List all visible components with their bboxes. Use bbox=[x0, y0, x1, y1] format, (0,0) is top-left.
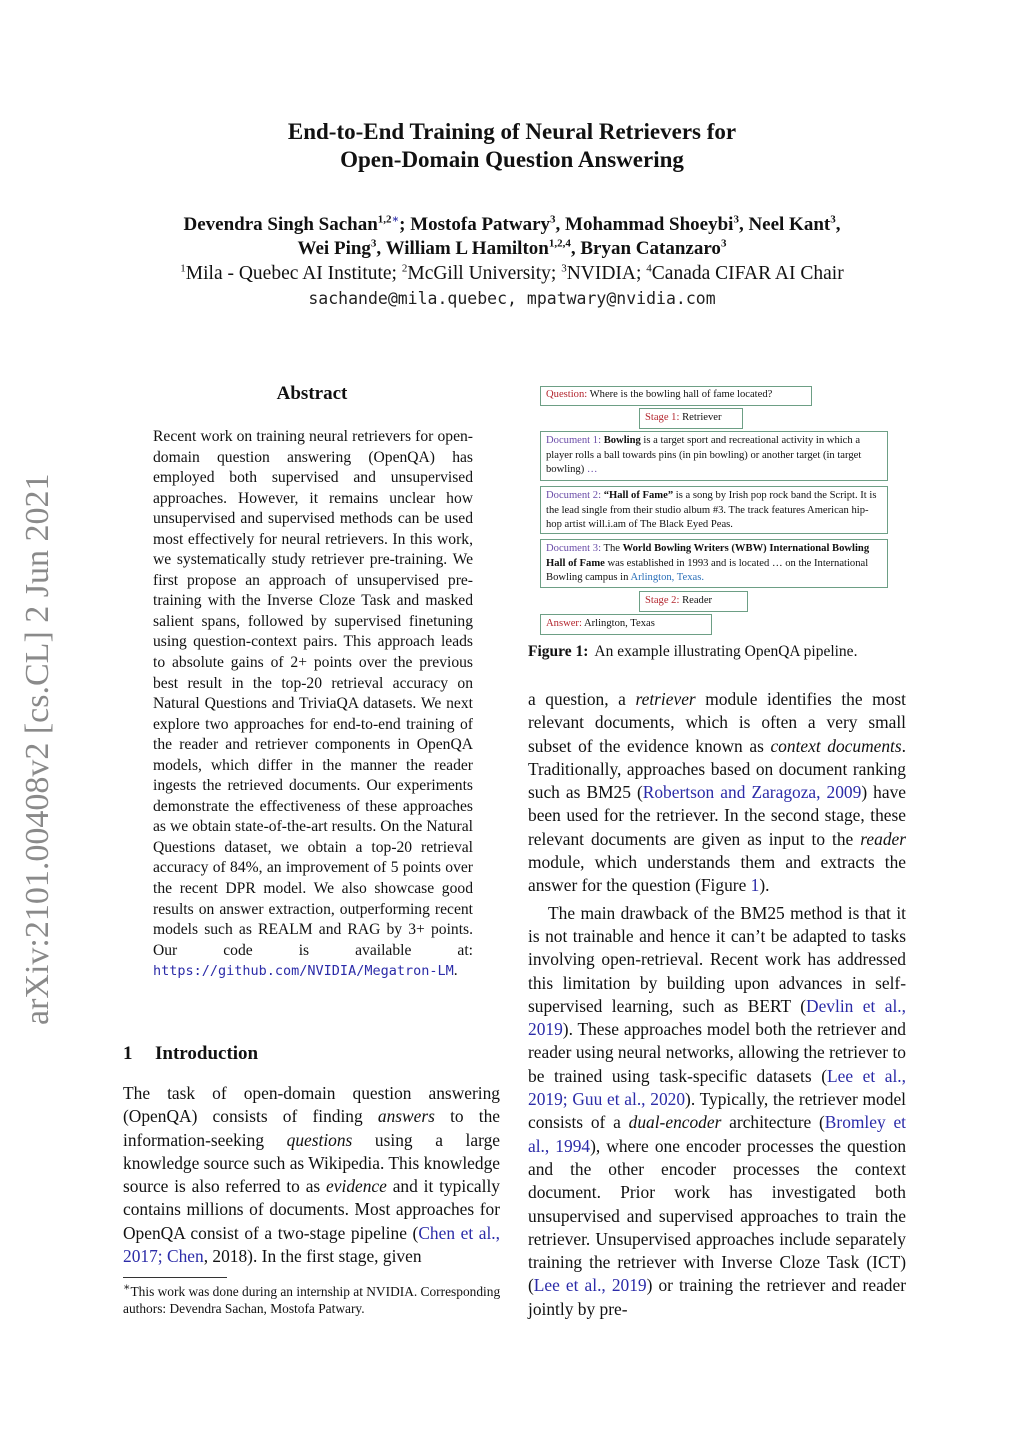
stage-label: Stage 2: bbox=[645, 595, 680, 606]
figure-stage2-box bbox=[639, 591, 748, 612]
citation-link[interactable]: Chen bbox=[166, 1246, 204, 1267]
affiliation-marker: 1,2,4 bbox=[548, 237, 571, 250]
question-label: Question: bbox=[546, 389, 588, 400]
author-name: ; Mostofa Patwary bbox=[399, 214, 551, 235]
question-text: Where is the bowling hall of fame located? bbox=[587, 389, 773, 400]
answer-highlight: Arlington, Texas. bbox=[630, 572, 704, 584]
affiliation-marker: 3 bbox=[550, 213, 556, 226]
citation-year: , 2018 bbox=[203, 1246, 248, 1267]
body-text: architecture ( bbox=[721, 1112, 825, 1133]
emphasis: retriever bbox=[635, 689, 696, 709]
citation-link[interactable]: Bromley et al., 1994 bbox=[528, 1112, 906, 1156]
author-list bbox=[112, 213, 912, 261]
affiliations bbox=[112, 262, 912, 286]
answer-label: Answer: bbox=[546, 618, 582, 629]
body-text: ) or training the retriever and reader jointly by pre- bbox=[528, 1275, 906, 1319]
author-name: , Mohammad Shoeybi bbox=[555, 214, 734, 235]
code-url-link[interactable]: https://github.com/NVIDIA/Megatron-LM bbox=[153, 963, 454, 980]
figure-document-3 bbox=[540, 539, 888, 588]
affiliation-name: Canada CIFAR AI Chair bbox=[651, 263, 844, 284]
emphasis: dual-encoder bbox=[628, 1112, 722, 1133]
body-text: and it typically contains millions of documents. Most approaches for OpenQA consist of a two-stage pipeline ( bbox=[123, 1176, 500, 1243]
document-label: Document 3: bbox=[546, 543, 602, 554]
author-separator: , bbox=[835, 214, 841, 235]
section-title: Introduction bbox=[155, 1043, 259, 1064]
body-text: ). Typically, the retriever model consists of a bbox=[528, 1089, 907, 1133]
citation-separator: ; bbox=[562, 1089, 573, 1110]
citation-link[interactable]: Chen et al., 2017 bbox=[123, 1222, 500, 1267]
body-text: using a large knowledge source such as Wikipedia. This knowledge source is also referred to as bbox=[123, 1129, 500, 1197]
footnote-mark: ∗ bbox=[123, 1281, 131, 1294]
section-number: 1 bbox=[123, 1043, 133, 1064]
document-label: Document 1: bbox=[546, 435, 602, 446]
affiliation-marker: 3 bbox=[830, 213, 836, 226]
emphasis: reader bbox=[860, 828, 906, 849]
citation-link[interactable]: Robertson and Zaragoza, 2009 bbox=[642, 782, 862, 803]
affiliation-number: 2 bbox=[401, 262, 408, 275]
author-name: , William L Hamilton bbox=[376, 238, 549, 259]
right-column bbox=[528, 688, 906, 1321]
intro-paragraph bbox=[123, 1082, 500, 1268]
emphasis: questions bbox=[286, 1129, 353, 1150]
document-keyword: World Bowling Writers (WBW) International Bowling Hall of Fame bbox=[546, 543, 870, 569]
body-text: module identifies the most relevant documents, which is often a very small subset of the evidence known as bbox=[528, 689, 906, 756]
author-name: Wei Ping bbox=[297, 238, 371, 259]
figure-document-1 bbox=[540, 431, 888, 481]
title-line-1: End-to-End Training of Neural Retrievers for bbox=[287, 119, 737, 144]
citation-link[interactable]: Lee et al., 2019 bbox=[533, 1275, 647, 1296]
figure-question-box bbox=[540, 386, 812, 406]
body-text: module, which understands them and extracts the answer for the question (Figure bbox=[528, 852, 906, 896]
document-text: The bbox=[601, 543, 623, 554]
footnote-text: This work was done during an internship at NVIDIA. Corresponding authors: Devendra Sachan, Mostofa Patwary. bbox=[123, 1284, 501, 1316]
paragraph bbox=[528, 902, 906, 1321]
document-text: is a song by Irish pop rock band the Script. It is the lead single from their studio album #3. The track features American hip-hop artist will.i.am of The Black Eyed Peas. bbox=[546, 490, 877, 531]
affiliation-name: Mila - Quebec AI Institute; bbox=[185, 263, 402, 284]
body-text: to the information-seeking bbox=[123, 1106, 501, 1150]
author-name: , Neel Kant bbox=[738, 214, 831, 235]
document-text: was established in 1993 and is located … on the International Bowling campus in bbox=[546, 557, 869, 584]
figure-stage1-box bbox=[639, 408, 743, 429]
section-heading bbox=[123, 1043, 258, 1065]
abstract-text: Recent work on training neural retrievers for open-domain question answering (OpenQA) has employed both supervised and unsupervised approaches. However, it remains unclear how unsupervised and supervised methods can be used most effectively for neural retrievers. In this work, we systematically study retriever pre-training. We first propose an approach of unsupervised pre-training with the Inverse Cloze Task and masked salient spans, followed by supervised finetuning using question-context pairs. This approach leads to absolute gains of 2+ points over the previous best result in the top-20 retrieval accuracy on Natural Questions and TriviaQA datasets. We next explore two approaches for end-to-end training of the reader and retriever components in OpenQA models, which differ in the manner the reader ingests the retrieved documents. Our experiments demonstrate the effectiveness of these approaches as we obtain state-of-the-art results. On the Natural Questions dataset, we obtain a top-20 retrieval accuracy of 84%, an improvement of 5 points over the recent DPR model. We also showcase good results on answer extraction, outperforming recent models such as REALM and RAG by 3+ points. Our code is available at: bbox=[153, 428, 473, 959]
paper-title bbox=[212, 118, 812, 174]
affiliation-marker: 3 bbox=[370, 237, 377, 250]
affiliation-name: NVIDIA; bbox=[566, 263, 647, 284]
affiliation-number: 4 bbox=[646, 262, 652, 275]
citation-link[interactable]: Lee et al., 2019 bbox=[528, 1065, 906, 1110]
document-text: is a target sport and recreational activity in which a player rolls a ball towards pins (in pin bowling) or another target (in target bowling) bbox=[546, 435, 862, 476]
body-text: ) have been used for the retriever. In the second stage, these relevant documents are given as input to the bbox=[528, 782, 906, 849]
author-line-2 bbox=[112, 237, 912, 261]
paragraph bbox=[528, 688, 906, 898]
affiliation-number: 3 bbox=[561, 262, 567, 275]
citation-separator: ; bbox=[157, 1246, 167, 1267]
author-name: Devendra Singh Sachan bbox=[183, 214, 378, 235]
abstract-end: . bbox=[453, 962, 458, 980]
author-line-1 bbox=[112, 213, 912, 237]
body-text: . Traditionally, approaches based on document ranking such as BM25 ( bbox=[528, 735, 907, 803]
abstract-heading: Abstract bbox=[276, 383, 348, 404]
affiliation-marker: 3 bbox=[720, 237, 727, 250]
footnote-rule bbox=[123, 1277, 227, 1278]
affiliation-marker: 3 bbox=[733, 213, 739, 226]
document-keyword: “Hall of Fame” bbox=[603, 490, 674, 501]
document-label: Document 2: bbox=[546, 490, 602, 501]
document-keyword: Bowling bbox=[603, 435, 641, 446]
body-text: ), where one encoder processes the question and the other encoder processes the context document. Prior work has investigated both unsupervised and supervised approaches to train the retriever. Unsupervised approaches include separately training the retriever with Inverse Cloze Task (ICT) ( bbox=[528, 1135, 907, 1296]
abstract-body bbox=[153, 427, 473, 982]
arxiv-identifier: arXiv:2101.00408v2 [cs.CL] 2 Jun 2021 bbox=[19, 473, 56, 1025]
citation-link[interactable]: Devlin et al., 2019 bbox=[528, 995, 906, 1040]
author-name: , Bryan Catanzaro bbox=[570, 238, 721, 259]
caption-label: Figure 1: bbox=[528, 643, 589, 660]
author-emails: sachande@mila.quebec, mpatwary@nvidia.com bbox=[308, 289, 716, 308]
footnote-marker-link[interactable]: ∗ bbox=[391, 213, 400, 226]
figure-document-2 bbox=[540, 486, 888, 534]
answer-text: Arlington, Texas bbox=[581, 618, 655, 629]
title-line-2: Open-Domain Question Answering bbox=[340, 147, 684, 172]
emphasis: evidence bbox=[326, 1176, 387, 1197]
figure-reference-link[interactable]: 1 bbox=[750, 875, 760, 896]
citation-link[interactable]: Guu et al., 2020 bbox=[572, 1089, 686, 1110]
stage-text: Reader bbox=[679, 595, 713, 606]
body-text: ). These approaches model both the retriever and reader using neural networks, allowing the retriever to be trained using task-specific datasets ( bbox=[528, 1019, 906, 1086]
footnote bbox=[123, 1283, 503, 1317]
figure-caption bbox=[528, 642, 908, 662]
stage-text: Retriever bbox=[679, 412, 722, 423]
affiliation-name: McGill University; bbox=[407, 263, 562, 284]
emphasis: answers bbox=[377, 1106, 435, 1127]
affiliation-marker: 1,2 bbox=[377, 213, 392, 226]
stage-label: Stage 1: bbox=[645, 412, 680, 423]
body-text: ). In the first stage, given bbox=[247, 1246, 422, 1267]
body-text: The main drawback of the BM25 method is that it is not trainable and hence it can’t be adapted to tasks involving open-retrieval. Recent work has addressed this limitation by building upon advances in self-supervised learning, such as BERT ( bbox=[528, 902, 906, 1016]
document-ellipsis: … bbox=[586, 464, 598, 476]
body-text: a question, a bbox=[528, 689, 636, 709]
emphasis: context documents bbox=[770, 735, 902, 756]
body-text: ). bbox=[759, 875, 770, 896]
figure-answer-box bbox=[540, 614, 712, 635]
affiliation-number: 1 bbox=[180, 262, 186, 275]
caption-text: An example illustrating OpenQA pipeline. bbox=[594, 643, 858, 660]
body-text: The task of open-domain question answering (OpenQA) consists of finding bbox=[123, 1083, 500, 1127]
